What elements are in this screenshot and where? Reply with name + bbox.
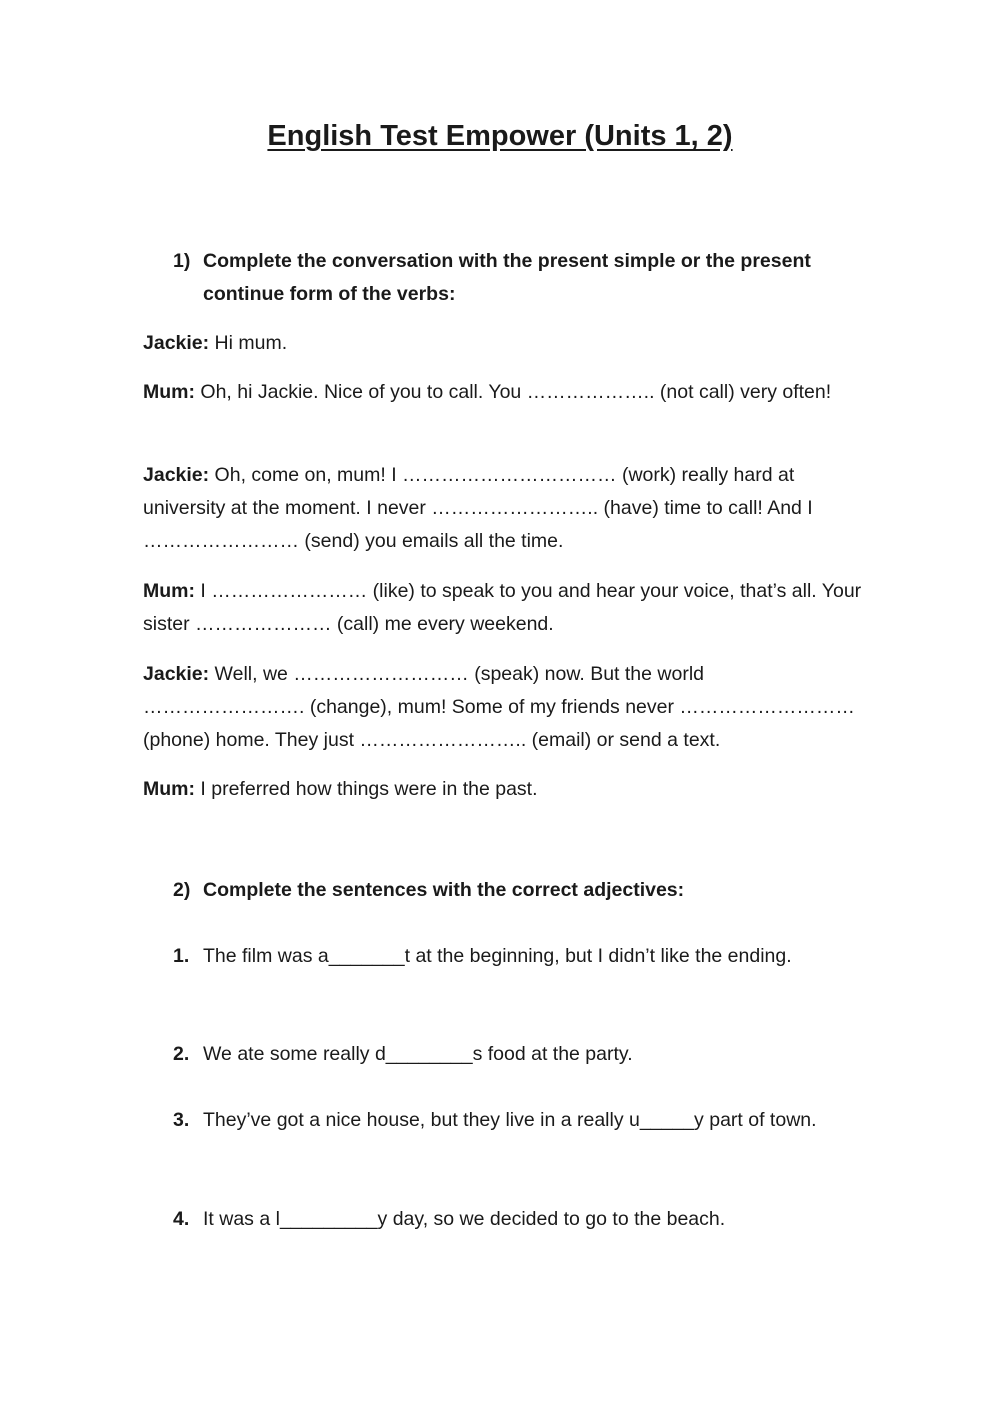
dialogue-text: Oh, come on, mum! I …………………………… (work) really hard at university at the moment. I never …………………….. (have) time to call! And I …………………… (send) you emails all the time.	[143, 464, 813, 552]
page-title: English Test Empower (Units 1, 2)	[267, 120, 733, 152]
speaker-label: Jackie:	[143, 332, 210, 354]
section-1-heading	[173, 245, 863, 311]
exercise-item-4	[173, 1203, 863, 1236]
exercise-item-3	[173, 1104, 863, 1137]
speaker-label: Jackie:	[143, 464, 210, 486]
item-text: We ate some really d________s food at the party.	[203, 1043, 633, 1065]
speaker-label: Mum:	[143, 778, 195, 800]
section-1-number: 1)	[173, 250, 191, 272]
section-2-number: 2)	[173, 879, 191, 901]
dialogue-line-1	[143, 327, 863, 360]
section-2-instructions: Complete the sentences with the correct adjectives:	[203, 879, 685, 901]
item-text: The film was a_______t at the beginning, but I didn’t like the ending.	[203, 945, 792, 967]
speaker-label: Jackie:	[143, 663, 210, 685]
dialogue-text: I preferred how things were in the past.	[195, 778, 538, 800]
dialogue-text: I …………………… (like) to speak to you and hear your voice, that’s all. Your sister ………………… (call) me every weekend.	[143, 580, 862, 635]
item-text: It was a l_________y day, so we decided to go to the beach.	[203, 1208, 726, 1230]
dialogue-line-4	[143, 575, 863, 641]
dialogue-line-2	[143, 376, 863, 409]
section-2-heading	[173, 874, 863, 907]
dialogue-text: Oh, hi Jackie. Nice of you to call. You ……………….. (not call) very often!	[195, 381, 832, 403]
item-number: 4.	[173, 1208, 190, 1230]
exercise-item-2	[173, 1038, 863, 1071]
dialogue-line-6	[143, 773, 863, 806]
dialogue-line-3	[143, 459, 863, 558]
item-number: 3.	[173, 1109, 190, 1131]
speaker-label: Mum:	[143, 580, 195, 602]
item-number: 2.	[173, 1043, 190, 1065]
dialogue-text: Well, we ……………………… (speak) now. But the world ……………………. (change), mum! Some of my friends never ……………………… (phone) home. They just …………………….. (email) or send a text.	[143, 663, 855, 751]
section-1-instructions: Complete the conversation with the present simple or the present continue form of the verbs:	[203, 250, 811, 305]
item-number: 1.	[173, 945, 190, 967]
exercise-item-1	[173, 940, 863, 973]
item-text: They’ve got a nice house, but they live in a really u_____y part of town.	[203, 1109, 817, 1131]
dialogue-line-5	[143, 658, 863, 757]
dialogue-text: Hi mum.	[209, 332, 288, 354]
speaker-label: Mum:	[143, 381, 195, 403]
